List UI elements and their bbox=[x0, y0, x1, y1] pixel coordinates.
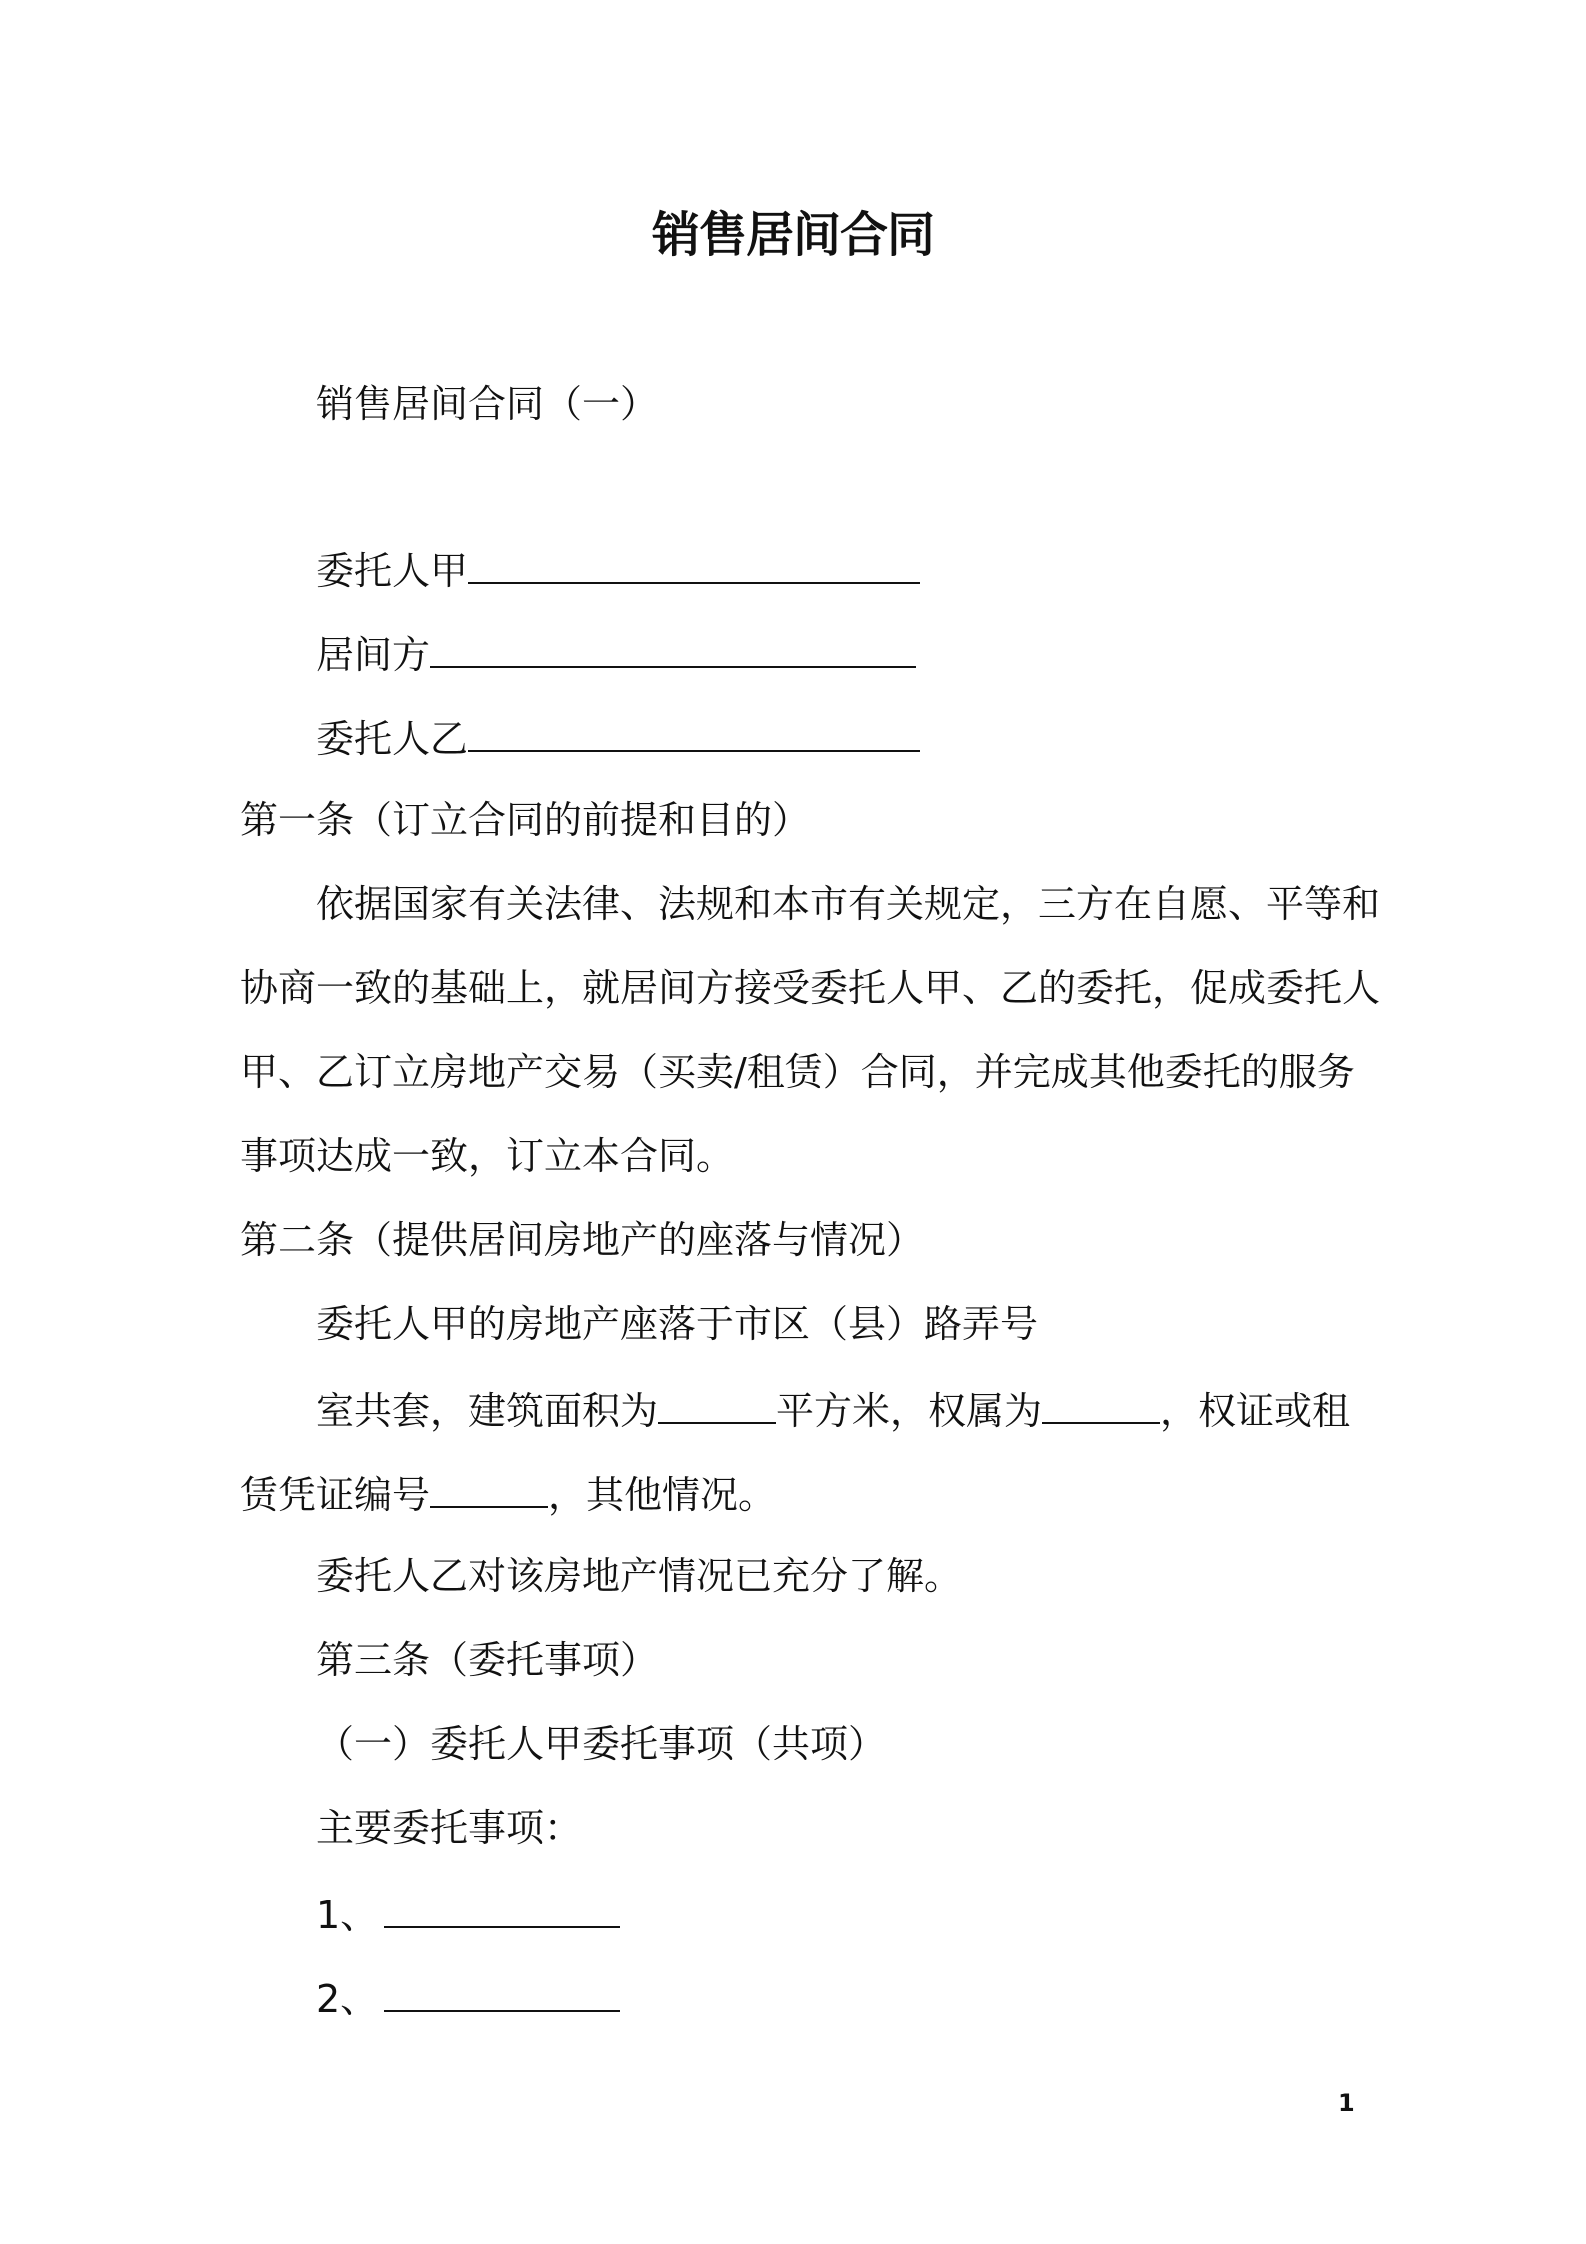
article3-heading: 第三条（委托事项） bbox=[316, 1638, 659, 1682]
article3-sub-heading: （一）委托人甲委托事项（共项） bbox=[316, 1722, 887, 1766]
party-broker bbox=[316, 628, 916, 679]
main-items-label: 主要委托事项： bbox=[316, 1806, 583, 1850]
party-client-a bbox=[316, 544, 920, 595]
article2-heading: 第二条（提供居间房地产的座落与情况） bbox=[240, 1218, 925, 1262]
party-client-b bbox=[316, 712, 920, 763]
party-broker-blank bbox=[430, 628, 916, 668]
page-number: 1 bbox=[1338, 2089, 1355, 2117]
party-client-b-blank bbox=[468, 712, 920, 752]
list-item-blank bbox=[384, 1888, 620, 1928]
article2-detail-text: ，权证或租 bbox=[1160, 1389, 1351, 1433]
list-item-number: 1、 bbox=[316, 1893, 379, 1937]
party-client-a-blank bbox=[468, 544, 920, 584]
party-client-a-label: 委托人甲 bbox=[316, 549, 469, 593]
article1-heading: 第一条（订立合同的前提和目的） bbox=[240, 798, 811, 842]
article2-detail-text: 室共套，建筑面积为 bbox=[316, 1389, 659, 1433]
article2-certificate-line bbox=[240, 1468, 776, 1519]
contract-subtitle: 销售居间合同（一） bbox=[316, 382, 659, 426]
article1-paragraph-line: 依据国家有关法律、法规和本市有关规定，三方在自愿、平等和 bbox=[316, 882, 1381, 926]
article2-detail-line bbox=[316, 1384, 1350, 1435]
ownership-blank bbox=[1042, 1384, 1160, 1424]
article1-paragraph-line: 甲、乙订立房地产交易（买卖/租赁）合同，并完成其他委托的服务 bbox=[240, 1050, 1355, 1094]
document-title: 销售居间合同 bbox=[651, 207, 934, 263]
list-item bbox=[316, 1888, 620, 1939]
party-broker-label: 居间方 bbox=[316, 633, 431, 677]
list-item-blank bbox=[384, 1972, 620, 2012]
area-blank bbox=[658, 1384, 776, 1424]
list-item bbox=[316, 1972, 620, 2023]
article2-location-line: 委托人甲的房地产座落于市区（县）路弄号 bbox=[316, 1302, 1039, 1346]
article1-paragraph-line: 协商一致的基础上，就居间方接受委托人甲、乙的委托，促成委托人 bbox=[240, 966, 1381, 1010]
certificate-blank bbox=[430, 1468, 548, 1508]
article1-paragraph-line: 事项达成一致，订立本合同。 bbox=[240, 1134, 735, 1178]
party-client-b-label: 委托人乙 bbox=[316, 717, 469, 761]
article2-detail-text: 赁凭证编号 bbox=[240, 1473, 431, 1517]
article2-detail-text: ，其他情况。 bbox=[548, 1473, 777, 1517]
article2-detail-text: 平方米，权属为 bbox=[776, 1389, 1043, 1433]
article2-understanding: 委托人乙对该房地产情况已充分了解。 bbox=[316, 1554, 963, 1598]
list-item-number: 2、 bbox=[316, 1977, 379, 2021]
